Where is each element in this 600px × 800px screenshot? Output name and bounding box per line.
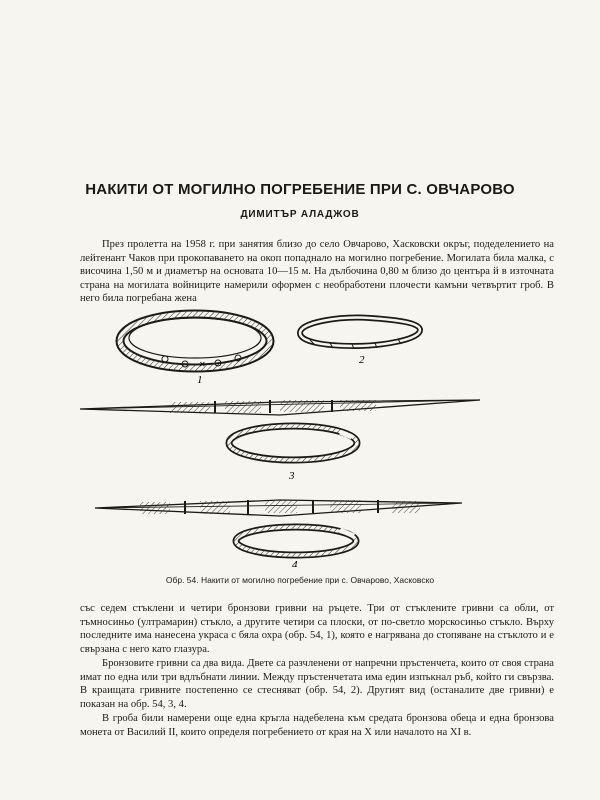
paragraph-intro: През пролетта на 1958 г. при занятия близо до село Овчарово, Хасковски окръг, подеделението на лейтенант Чаков при прокопаването на окоп попаднало на могилно погребение. Могилата била малка, с височина 1,50 м и диаметър на основата 10—15 м. На дълбочина 0,80 м близо до центъра й в източната страна на могилата войниците намерили оформен с необработени плочести камъни четвъртит гроб. В него била погребана жена bbox=[80, 239, 554, 304]
figure-label-4: 4 bbox=[292, 559, 298, 567]
figure-bracelets bbox=[0, 305, 600, 567]
bracelet-4-drawing bbox=[236, 527, 356, 555]
figure-label-3: 3 bbox=[289, 470, 295, 482]
figure-label-1: 1 bbox=[197, 374, 203, 386]
bracelet-2-drawing bbox=[300, 318, 420, 349]
paragraph-glass-bracelets: със седем стъклени и четири бронзови гривни на ръцете. Три от стъклените гривни са обли, от тъмносиньо (ултрамарин) стъкло, а другите четири са плоски, от по-светло морскосиньо стъкло. Върху последните има нанесена украса с бяла охра (обр. 54, 1), която е нагрявана до стопяване на стъклото и е свързана с него като глазура. bbox=[80, 603, 554, 655]
long-bracelet-top-drawing bbox=[80, 400, 480, 415]
article-author: ДИМИТЪР АЛАДЖОВ bbox=[240, 209, 360, 220]
figure-caption: Обр. 54. Накити от могилно погребение при с. Овчарово, Хасковско bbox=[165, 575, 435, 585]
svg-text:✕: ✕ bbox=[199, 360, 206, 369]
long-bracelet-bottom-drawing bbox=[95, 500, 462, 516]
paragraph-bronze-bracelets: Бронзовите гривни са два вида. Двете са разчленени от напречни пръстенчета, които от своя страна имат по една или три вдлъбнати линии. Между пръстенчетата има един изпъкнал ръб, който ги свързва. В краищата гривните постепенно се стесняват (обр. 54, 2). Другият вид (останалите две гривни) е показан на обр. 54, 3, 4. bbox=[80, 658, 554, 710]
figure-label-2: 2 bbox=[359, 354, 365, 366]
bracelet-1-drawing bbox=[120, 314, 270, 369]
article-title: НАКИТИ ОТ МОГИЛНО ПОГРЕБЕНИЕ ПРИ С. ОВЧАРОВО bbox=[85, 181, 515, 198]
bracelet-3-drawing bbox=[229, 426, 357, 460]
paragraph-grave-finds: В гроба били намерени още една кръгла надебелена към средата бронзова обеца и една бронзова монета от Василий II, които определя погребението от края на X или началото на XI в. bbox=[80, 713, 554, 738]
